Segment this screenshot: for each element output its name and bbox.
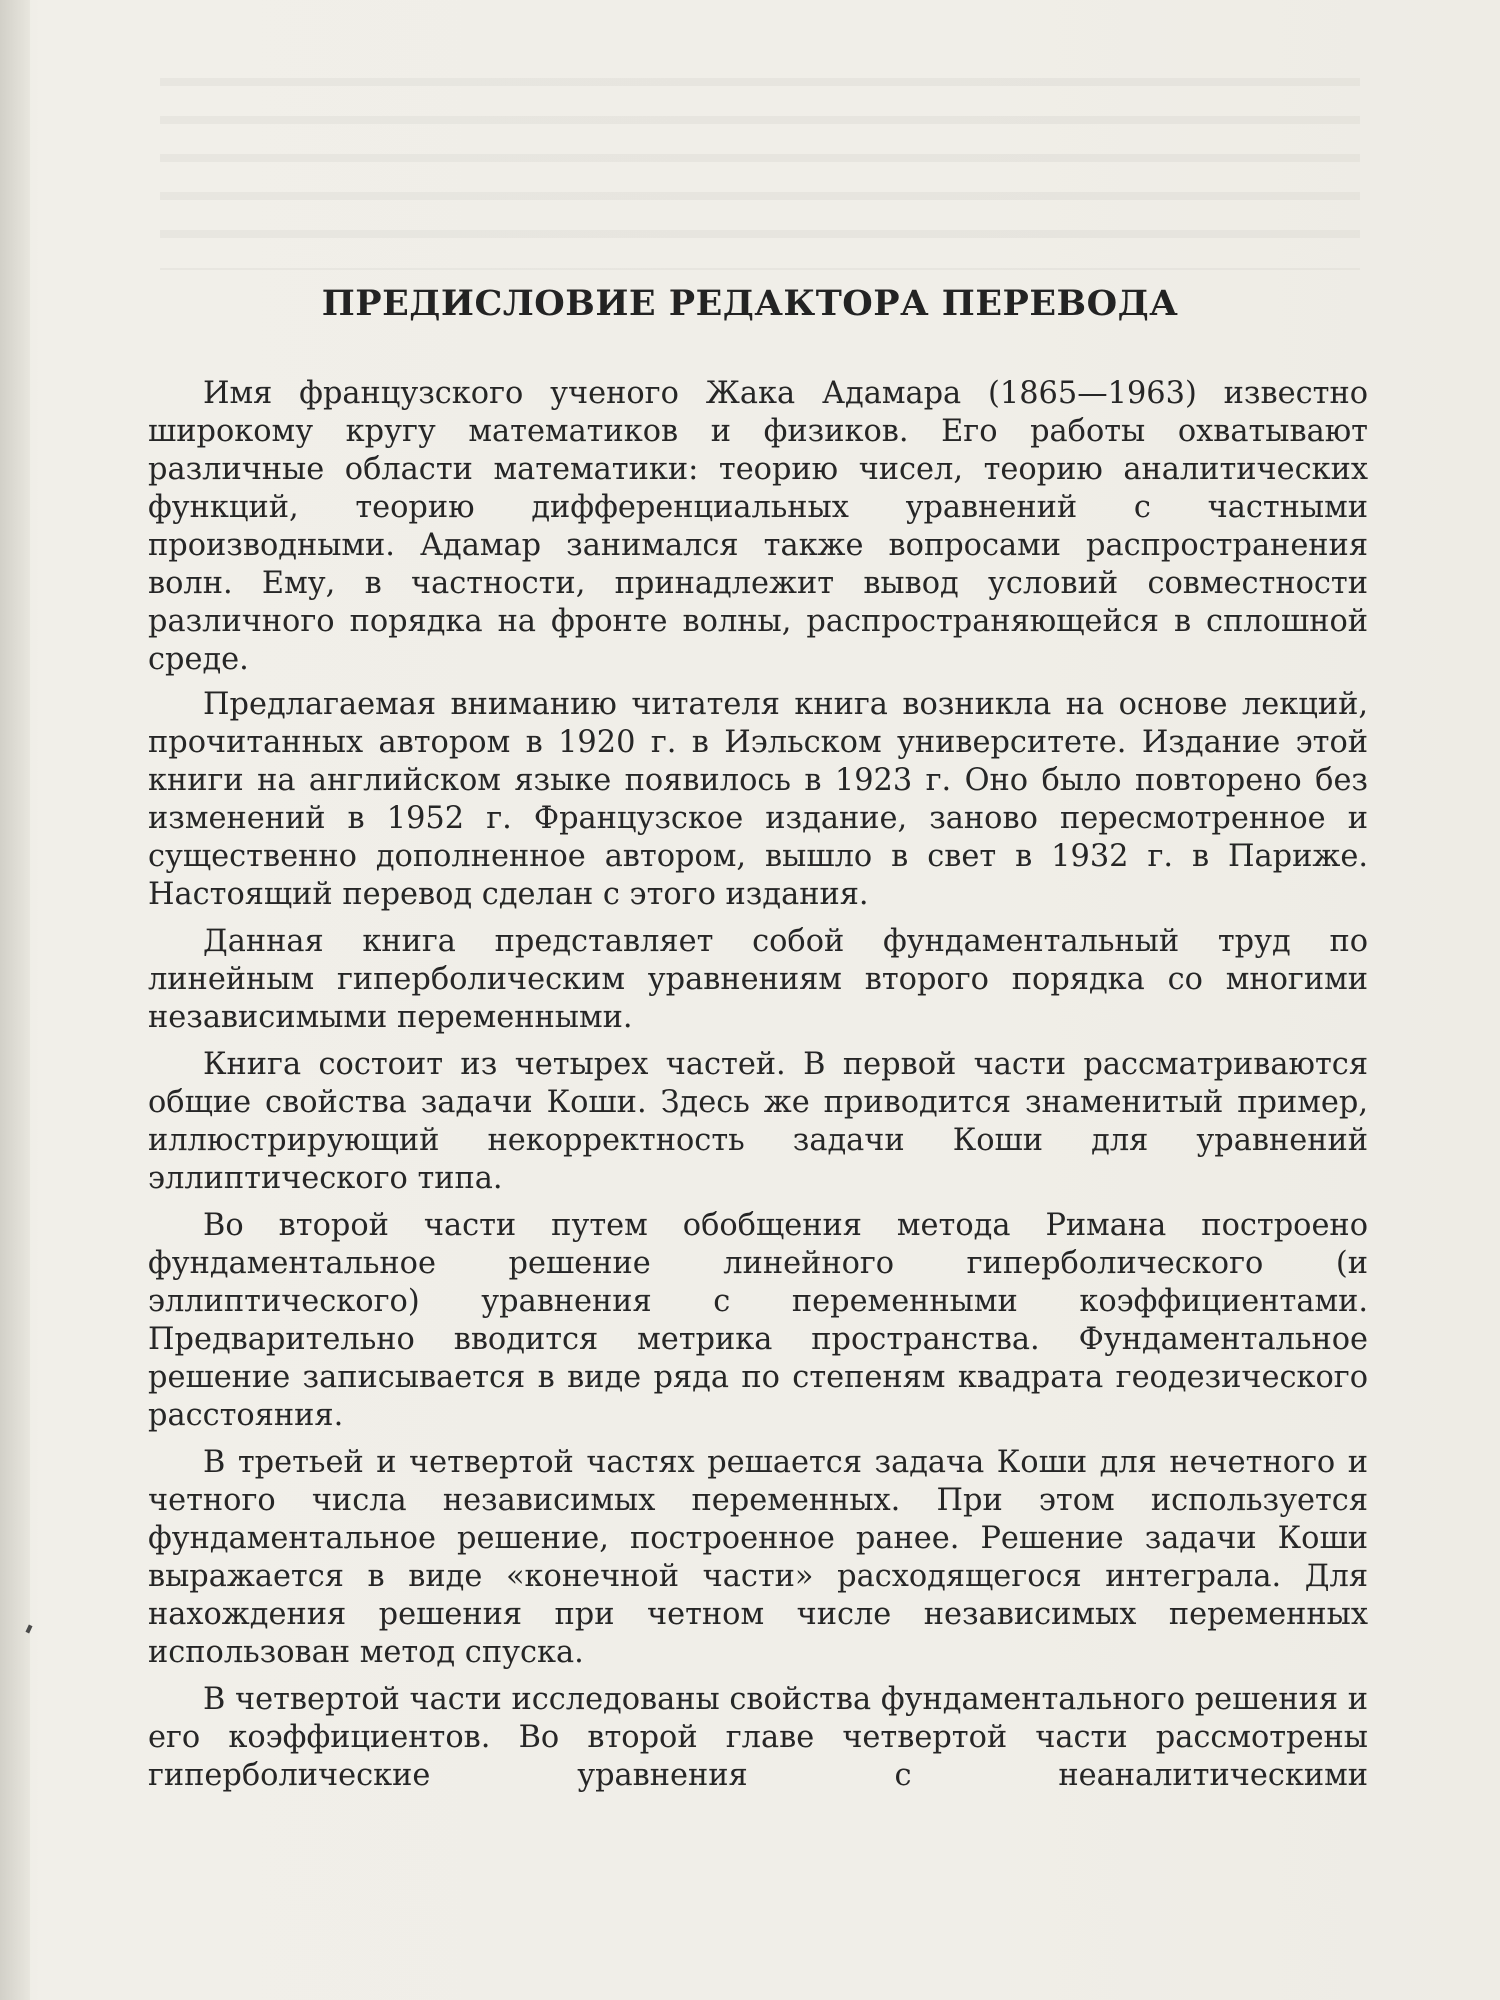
paragraph-3: Данная книга представляет собой фундаментальный труд по линейным гиперболическим уравнениям второго порядка со многими независимыми переменными. — [148, 924, 1368, 1035]
paragraph-6: В третьей и четвертой частях решается задача Коши для нечетного и четного числа независимых переменных. При этом используется фундаментальное решение, построенное ранее. Решение задачи Коши выражается в виде «конечной части» расходящегося интеграла. Для нахождения решения при четном числе независимых переменных использован метод спуска. — [148, 1445, 1368, 1670]
paragraph-5: Во второй части путем обобщения метода Римана построено фундаментальное решение линейного гиперболического (и эллиптического) уравнения с переменными коэффициентами. Предварительно вводится метрика пространства. Фундаментальное решение записывается в виде ряда по степеням квадрата геодезического расстояния. — [148, 1208, 1368, 1433]
page-title: ПРЕДИСЛОВИЕ РЕДАКТОРА ПЕРЕВОДА — [321, 283, 1179, 324]
show-through-text — [160, 60, 1360, 270]
paragraph-4: Книга состоит из четырех частей. В первой части рассматриваются общие свойства задачи Коши. Здесь же приводится знаменитый пример, иллюстрирующий некорректность задачи Коши для уравнений эллиптического типа. — [148, 1047, 1368, 1196]
paragraph-1: Имя французского ученого Жака Адамара (1865—1963) известно широкому кругу математиков и физиков. Его работы охватывают различные области математики: теорию чисел, теорию аналитических функций, теорию дифференциальных уравнений с частными производными. Адамар занимался также вопросами распространения волн. Ему, в частности, принадлежит вывод условий совместности различного порядка на фронте волны, распространяющейся в сплошной среде. — [148, 376, 1368, 677]
paragraph-2: Предлагаемая вниманию читателя книга возникла на основе лекций, прочитанных автором в 1920 г. в Иэльском университете. Издание этой книги на английском языке появилось в 1923 г. Оно было повторено без изменений в 1952 г. Французское издание, заново пересмотренное и существенно дополненное автором, вышло в свет в 1932 г. в Париже. Настоящий перевод сделан с этого издания. — [148, 687, 1368, 912]
body-text — [148, 375, 1368, 1802]
paragraph-7: В четвертой части исследованы свойства фундаментального решения и его коэффициентов. Во второй главе четвертой части рассмотрены гиперболические уравнения с неаналитическими — [148, 1682, 1368, 1793]
